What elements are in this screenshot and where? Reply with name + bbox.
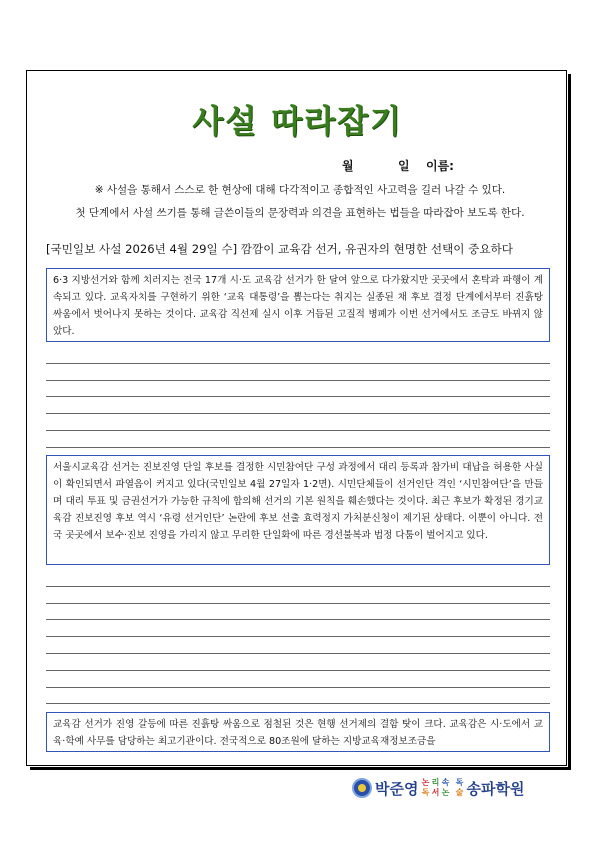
page-title: 사설 따라잡기 (192, 102, 403, 140)
day-label: 일 (398, 159, 410, 173)
name-label: 이름: (426, 159, 454, 173)
writing-lines-2[interactable] (46, 570, 550, 704)
logo-name: 박준영 (375, 779, 419, 798)
paragraph-1: 6·3 지방선거와 함께 치러지는 전국 17개 시·도 교육감 선거가 한 달여 앞으로 다가왔지만 곳곳에서 혼탁과 파행이 계속되고 있다. 교육자치를 구현하기 위한 ‘교육 대통령’을 뽑는다는 취지는 실종된 채 후보 결정 단계에서부터 진흙탕 싸움에서 벗어나지 못하는 것이다. 교육감 직선제 실시 이후 거듭된 고질적 병폐가 이번 선거에서도 조금도 바뀌지 않았다. (53, 275, 543, 337)
paragraph-box-3 (46, 712, 550, 752)
logo-suffix: 송파학원 (466, 779, 525, 798)
paragraph-3: 교육감 선거가 진영 갈등에 따른 진흙탕 싸움으로 점철된 것은 현행 선거제의 결함 탓이 크다. 교육감은 시·도에서 교육·학예 사무를 담당하는 최고기관이다. 전국적으로 80조원에 달하는 지방교육재정보조금을 (53, 719, 543, 747)
paragraph-2: 서울시교육감 선거는 진보진영 단일 후보를 결정한 시민참여단 구성 과정에서 대리 등록과 참가비 대납을 허용한 사실이 확인되면서 파열음이 커지고 있다(국민일보 4월 27일자 1·2면). 시민단체들이 선거인단 격인 ‘시민참여단’을 만들며 대리 투표 및 금권선거가 가능한 규칙에 합의해 선거의 기본 원칙을 훼손했다는 것이다. 최근 후보가 확정된 경기교육감 진보진영 후보 역시 ‘유령 선거인단’ 논란에 후보 선출 효력정지 가처분신청이 제기된 상태다. 이뿐이 아니다. 전국 곳곳에서 보수·진보 진영을 가리지 않고 무리한 단일화에 따른 경선불복과 법정 다툼이 벌어지고 있다. (53, 462, 543, 541)
instruction-2: 첫 단계에서 사설 쓰기를 통해 글쓴이들의 문장력과 의견을 표현하는 법들을 따라잡아 보도록 한다. (75, 207, 525, 219)
paragraph-box-2 (46, 455, 550, 565)
writing-lines-1[interactable] (46, 347, 550, 448)
editorial-headline: [국민일보 사설 2026년 4월 29일 수] 깜깜이 교육감 선거, 유권자의 현명한 선택이 중요하다 (46, 242, 513, 256)
paragraph-box-1 (46, 268, 550, 342)
logo-subjects: 논 리 속 독 서 논 (421, 778, 450, 797)
logo-emblem-icon (352, 778, 372, 798)
academy-logo (352, 775, 524, 801)
instruction-1: ※ 사설을 통해서 스스로 한 현상에 대해 다각적이고 종합적인 사고력을 길러 나갈 수 있다. (94, 184, 506, 196)
logo-subjects-extra: 독 술 (455, 778, 464, 797)
month-label: 월 (342, 159, 354, 173)
